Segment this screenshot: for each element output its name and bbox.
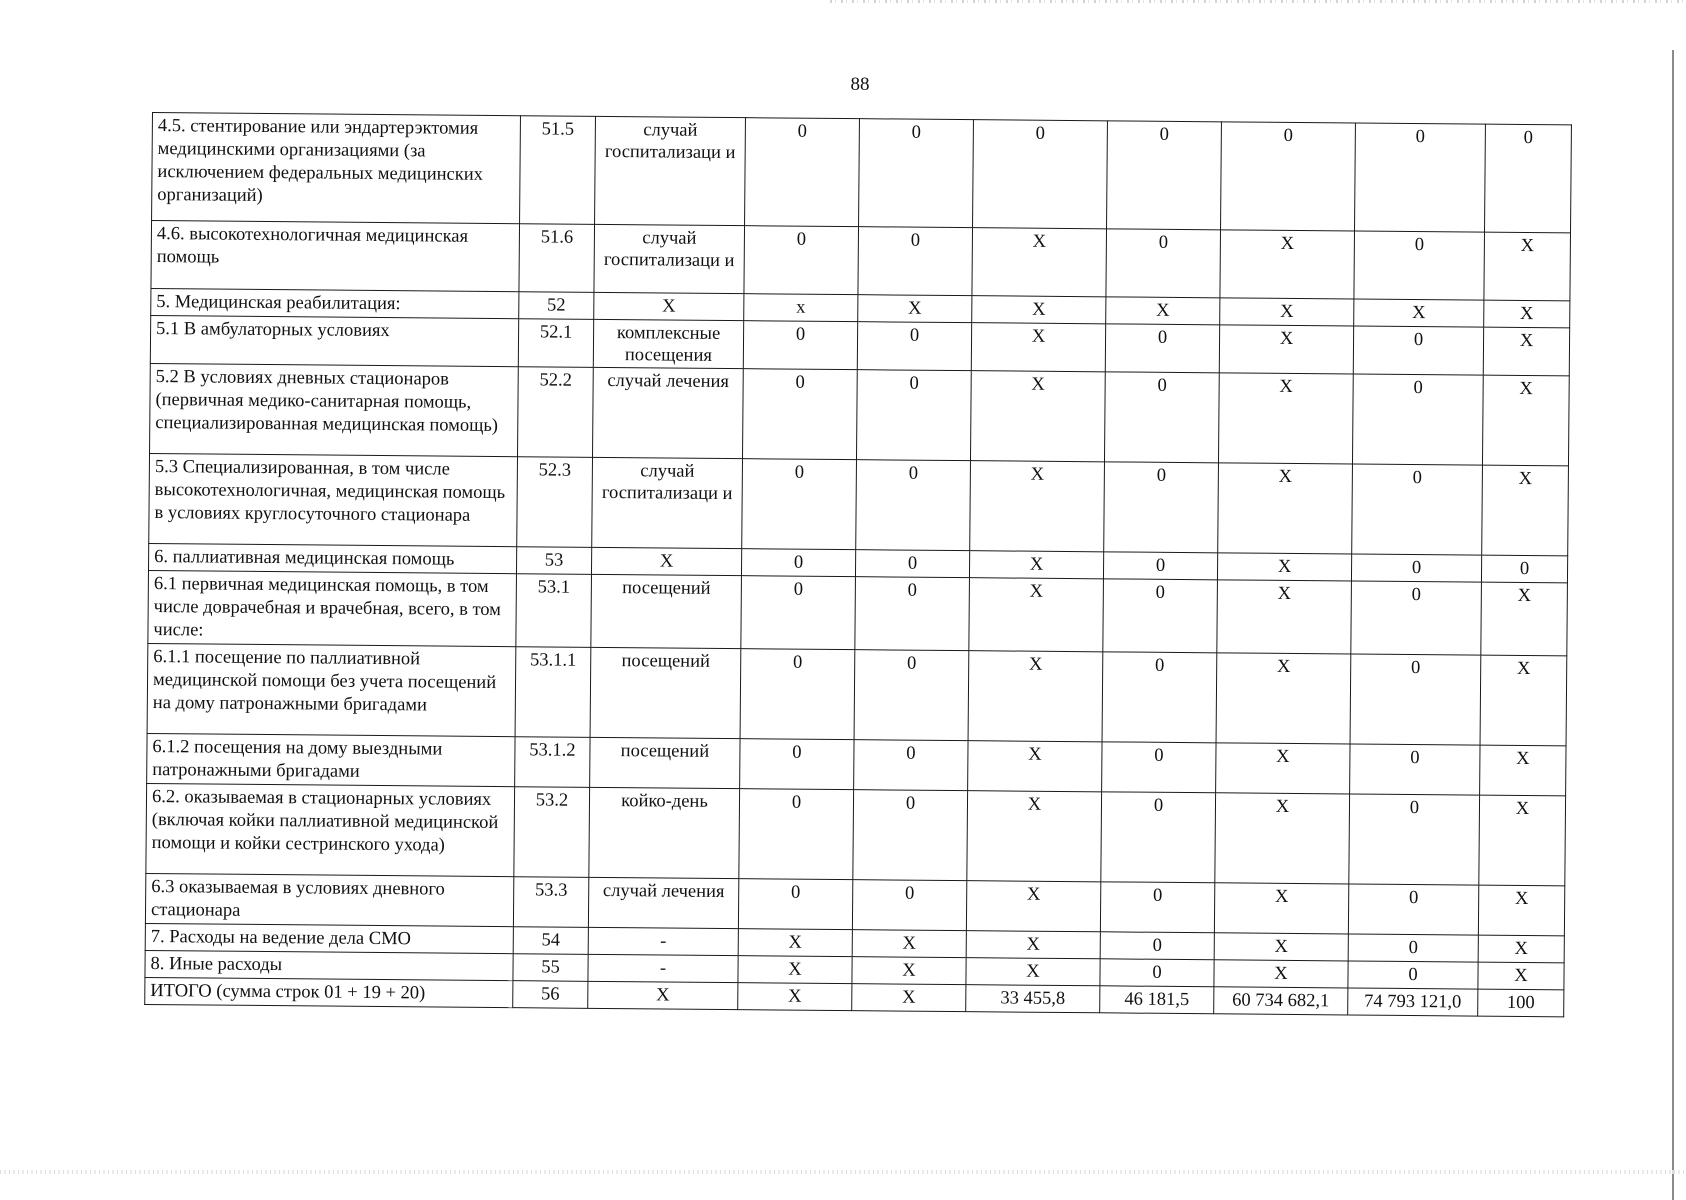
row-value-4: 0: [1104, 462, 1219, 553]
row-value-5: X: [1218, 373, 1353, 464]
row-value-4: 46 181,5: [1100, 986, 1214, 1014]
row-value-5: X: [1214, 883, 1348, 934]
row-value-2: X: [852, 930, 966, 958]
row-value-3: X: [969, 578, 1104, 652]
row-value-3: X: [966, 931, 1100, 959]
row-value-2: 0: [856, 370, 971, 461]
row-number: 53.1.1: [515, 647, 591, 738]
row-unit: комплексные посещения: [593, 319, 743, 368]
page-number: 88: [850, 74, 870, 95]
row-value-6: 0: [1350, 744, 1480, 795]
row-value-2: 0: [859, 119, 974, 228]
row-value-6: 0: [1348, 934, 1478, 962]
row-name: 4.6. высокотехнологичная медицинская помощь: [151, 221, 520, 292]
row-value-4: X: [1106, 297, 1220, 325]
row-value-7: X: [1478, 962, 1564, 990]
row-number: 56: [513, 981, 588, 1009]
row-value-6: 0: [1351, 554, 1481, 582]
row-value-1: X: [738, 956, 852, 984]
row-value-1: 0: [741, 549, 855, 577]
row-name: 6.3 оказываемая в условиях дневного стационара: [145, 873, 513, 926]
row-name: 5.3 Специализированная, в том числе высокотехнологичная, медицинская помощь в условиях круглосуточного стационара: [149, 453, 518, 546]
row-value-5: X: [1217, 553, 1351, 581]
row-unit: случай госпитализаци и: [592, 457, 743, 548]
table-row: [147, 643, 1567, 745]
row-value-3: X: [970, 461, 1105, 552]
table-row: [152, 113, 1572, 233]
row-value-7: X: [1478, 885, 1564, 936]
row-value-2: 0: [855, 550, 969, 578]
row-value-4: 0: [1100, 959, 1214, 987]
row-unit: посещений: [590, 737, 740, 788]
row-value-6: 0: [1352, 464, 1483, 555]
row-value-7: X: [1484, 232, 1571, 301]
row-value-6: 0: [1348, 884, 1478, 935]
row-value-4: 0: [1107, 121, 1222, 230]
row-value-2: 0: [855, 577, 970, 651]
row-value-3: 0: [973, 120, 1108, 229]
row-value-6: 0: [1348, 961, 1478, 989]
row-value-1: 0: [738, 879, 852, 930]
row-number: 53: [516, 547, 591, 575]
row-value-4: 0: [1102, 742, 1216, 793]
row-value-6: 0: [1350, 654, 1481, 745]
row-unit: случай лечения: [588, 877, 738, 928]
row-number: 52.2: [518, 367, 594, 458]
row-name: 7. Расходы на ведение дела СМО: [145, 923, 513, 953]
row-number: 53.2: [514, 787, 590, 878]
row-number: 51.5: [520, 116, 596, 225]
row-value-4: 0: [1103, 552, 1217, 580]
row-value-2: 0: [856, 460, 971, 551]
row-value-6: 0: [1354, 231, 1485, 300]
row-value-1: 0: [740, 739, 854, 790]
row-unit: случай лечения: [593, 367, 744, 458]
row-name: ИТОГО (сумма строк 01 + 19 + 20): [145, 977, 513, 1007]
row-value-1: 0: [745, 118, 860, 227]
row-value-5: X: [1220, 230, 1355, 299]
row-unit: койко-день: [589, 787, 740, 878]
scan-noise-top: [830, 0, 1686, 3]
row-unit: -: [588, 927, 738, 955]
row-value-7: 0: [1481, 555, 1567, 583]
row-unit: -: [588, 954, 738, 982]
row-name: 4.5. стентирование или эндартерэктомия медицинскими организациями (за исключением федеральных медицинских организаций): [152, 113, 521, 224]
table-row: [148, 570, 1568, 655]
row-unit: посещений: [591, 574, 742, 648]
row-value-7: X: [1483, 327, 1569, 376]
row-value-5: X: [1215, 793, 1350, 884]
row-value-6: 0: [1355, 123, 1486, 232]
row-unit: X: [588, 981, 738, 1009]
row-value-5: X: [1216, 743, 1350, 794]
row-value-2: 0: [853, 790, 968, 881]
row-value-6: X: [1354, 299, 1484, 327]
row-value-5: X: [1214, 933, 1348, 961]
row-value-5: X: [1217, 580, 1352, 654]
row-value-1: 0: [740, 649, 855, 740]
row-value-6: 0: [1352, 374, 1483, 465]
row-value-3: 33 455,8: [966, 985, 1100, 1013]
row-value-4: 0: [1104, 372, 1219, 463]
row-unit: случай госпитализаци и: [594, 224, 745, 293]
row-unit: X: [591, 547, 741, 575]
row-value-1: 0: [743, 321, 857, 370]
table-row: [149, 453, 1569, 555]
row-value-3: X: [968, 741, 1102, 792]
row-number: 53.1.2: [515, 737, 590, 788]
row-value-3: X: [971, 323, 1105, 372]
row-value-1: X: [738, 983, 852, 1011]
table-row: [151, 221, 1571, 301]
row-value-2: X: [852, 957, 966, 985]
row-value-6: 0: [1353, 326, 1483, 375]
table-row: [146, 783, 1566, 885]
row-value-1: 0: [739, 789, 854, 880]
row-name: 6.2. оказываемая в стационарных условиях (включая койки паллиативной медицинской помощи и койки сестринского ухода): [146, 783, 515, 876]
row-value-5: 60 734 682,1: [1214, 987, 1348, 1015]
scan-edge-right: [1672, 50, 1674, 1200]
row-name: 5. Медицинская реабилитация:: [151, 288, 519, 318]
row-value-3: X: [972, 296, 1106, 324]
row-value-1: 0: [741, 576, 856, 650]
row-name: 6.1.2 посещения на дому выездными патронажными бригадами: [147, 733, 515, 786]
row-value-7: X: [1484, 300, 1570, 328]
row-name: 6. паллиативная медицинская помощь: [148, 543, 516, 573]
row-value-7: X: [1481, 582, 1568, 656]
row-value-7: 0: [1485, 124, 1572, 233]
row-value-5: X: [1214, 960, 1348, 988]
table-row: [150, 363, 1570, 465]
row-value-2: 0: [858, 227, 973, 296]
row-number: 54: [513, 927, 588, 955]
row-value-3: X: [967, 791, 1102, 882]
row-value-2: 0: [854, 650, 969, 741]
row-value-7: X: [1480, 745, 1566, 796]
row-value-4: 0: [1100, 882, 1214, 933]
row-name: 5.2 В условиях дневных стационаров (первичная медико-санитарная помощь, специализированная медицинская помощь): [150, 363, 519, 456]
row-value-2: X: [852, 984, 966, 1012]
row-value-3: X: [966, 958, 1100, 986]
row-unit: случай госпитализаци и: [595, 116, 746, 225]
row-value-7: X: [1480, 655, 1567, 746]
row-value-4: 0: [1103, 579, 1218, 653]
row-value-7: X: [1478, 935, 1564, 963]
row-number: 51.6: [519, 224, 595, 293]
row-value-2: 0: [854, 740, 968, 791]
row-value-3: X: [969, 551, 1103, 579]
table-body: [145, 113, 1572, 1017]
row-value-6: 0: [1351, 581, 1482, 655]
row-value-5: X: [1216, 653, 1351, 744]
row-value-1: 0: [744, 226, 859, 295]
scan-noise-bottom: [0, 1170, 1686, 1174]
row-number: 55: [513, 954, 588, 982]
row-value-6: 0: [1349, 794, 1480, 885]
row-value-5: X: [1218, 463, 1353, 554]
row-name: 6.1.1 посещение по паллиативной медицинской помощи без учета посещений на дому патронажными бригадами: [147, 643, 516, 736]
row-name: 6.1 первичная медицинская помощь, в том числе доврачебная и врачебная, всего, в том числе:: [148, 570, 517, 646]
row-value-1: x: [744, 294, 858, 322]
row-name: 8. Иные расходы: [145, 950, 513, 980]
row-value-1: 0: [742, 459, 857, 550]
row-value-3: X: [966, 881, 1100, 932]
row-value-4: 0: [1105, 324, 1219, 373]
row-value-6: 74 793 121,0: [1348, 988, 1478, 1016]
row-value-5: 0: [1221, 122, 1356, 231]
row-value-3: X: [968, 651, 1103, 742]
row-value-2: 0: [857, 322, 971, 371]
row-value-1: X: [738, 929, 852, 957]
row-value-5: X: [1220, 298, 1354, 326]
row-value-7: 100: [1478, 989, 1564, 1017]
row-name: 5.1 В амбулаторных условиях: [150, 315, 518, 366]
row-number: 52.3: [517, 457, 593, 548]
row-number: 53.1: [516, 574, 592, 648]
row-value-4: 0: [1100, 932, 1214, 960]
row-unit: посещений: [590, 647, 741, 738]
row-unit: X: [594, 292, 744, 320]
row-number: 52: [519, 292, 594, 320]
row-value-3: X: [970, 371, 1105, 462]
row-number: 53.3: [513, 877, 588, 928]
row-value-7: X: [1482, 375, 1569, 466]
row-value-2: 0: [852, 880, 966, 931]
row-value-7: X: [1479, 795, 1566, 886]
expenses-table: [144, 112, 1572, 1017]
row-value-4: 0: [1106, 229, 1221, 298]
row-value-3: X: [972, 228, 1107, 297]
row-value-4: 0: [1101, 792, 1216, 883]
row-value-5: X: [1219, 325, 1353, 374]
row-value-7: X: [1482, 465, 1569, 556]
row-number: 52.1: [518, 319, 593, 368]
row-value-2: X: [858, 295, 972, 323]
row-value-4: 0: [1102, 652, 1217, 743]
row-value-1: 0: [742, 369, 857, 460]
